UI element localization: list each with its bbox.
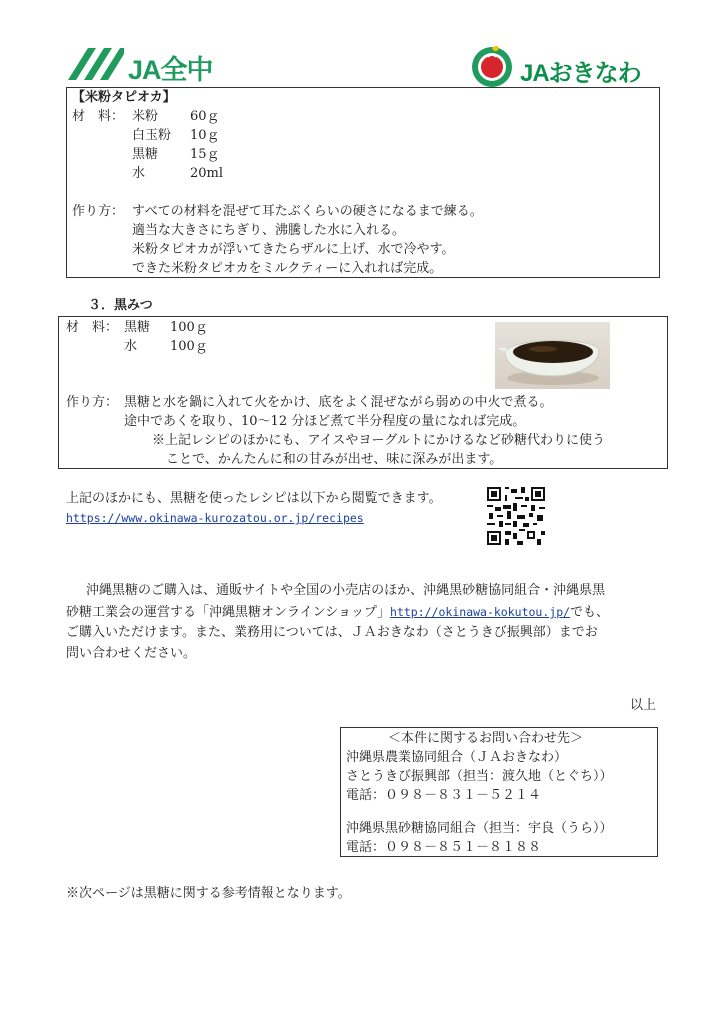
syrup-photo (495, 322, 610, 389)
syrup-ingredients-label: 材 料： (66, 320, 119, 335)
online-shop-link[interactable]: http://okinawa-kokutou.jp/ (390, 605, 571, 619)
contact-phone-1: 電話：０９８－８３１－５２１４ (346, 788, 542, 803)
ja-zenchu-mark-icon (68, 46, 124, 82)
purchase-line-3: ご購入いただけます。また、業務用については、ＪＡおきなわ（さとうきび振興部）までお (66, 625, 598, 640)
purchase-line-2-suffix: でも、 (570, 605, 610, 620)
tapioca-ingredient-name: 黒糖 (132, 147, 159, 162)
syrup-ingredient-name: 黒糖 (124, 320, 151, 335)
ja-zenchu-logo (68, 44, 218, 84)
syrup-ingredient-amount: 100ｇ (170, 339, 208, 354)
qr-code-icon[interactable] (487, 487, 545, 545)
purchase-line-2 (66, 603, 609, 622)
syrup-step: 黒糖と水を鍋に入れて火をかけ、底をよく混ぜながら弱めの中火で煮る。 (124, 395, 553, 410)
ja-okinawa-logo (470, 44, 662, 88)
syrup-ingredient-name: 水 (124, 339, 138, 354)
syrup-step: ことで、かんたんに和の甘みが出せ、味に深みが出ます。 (166, 452, 503, 467)
syrup-step: 途中であくを取り、10～12 分ほど煮て半分程度の量になれば完成。 (124, 414, 526, 429)
closing-text: 以上 (630, 698, 657, 713)
tapioca-ingredient-amount: 10ｇ (190, 128, 220, 143)
tapioca-method-label: 作り方： (72, 204, 125, 219)
syrup-bowl-image (495, 322, 610, 389)
ja-okinawa-mark-icon (470, 44, 514, 88)
purchase-line-1: 沖縄黒糖のご購入は、通販サイトや全国の小売店のほか、沖縄黒砂糖協同組合・沖縄県黒 (86, 583, 606, 598)
tapioca-ingredient-amount: 20ml (190, 166, 224, 181)
syrup-step: ※上記レシピのほかにも、アイスやヨーグルトにかけるなど砂糖代わりに使う (152, 433, 605, 448)
tapioca-step: すべての材料を混ぜて耳たぶくらいの硬さになるまで練る。 (132, 204, 483, 219)
tapioca-ingredient-amount: 60ｇ (190, 109, 220, 124)
footer-note: ※次ページは黒糖に関する参考情報となります。 (66, 886, 351, 901)
tapioca-ingredient-name: 米粉 (132, 109, 159, 124)
tapioca-ingredient-name: 白玉粉 (132, 128, 172, 143)
contact-title: ＜本件に関するお問い合わせ先＞ (388, 731, 584, 746)
syrup-ingredient-amount: 100ｇ (170, 320, 208, 335)
syrup-method-label: 作り方： (66, 395, 119, 410)
purchase-line-2-text: 砂糖工業会の運営する「沖縄黒糖オンラインショップ」 (66, 605, 391, 620)
tapioca-step: できた米粉タピオカをミルクティーに入れれば完成。 (132, 261, 443, 276)
tapioca-ingredients-label: 材 料： (72, 109, 125, 124)
contact-phone-2: 電話：０９８－８５１－８１８８ (346, 840, 542, 855)
tapioca-step: 米粉タピオカが浮いてきたらザルに上げ、水で冷やす。 (132, 242, 455, 257)
tapioca-ingredient-name: 水 (132, 166, 146, 181)
syrup-heading: ３．黒みつ (88, 298, 153, 313)
contact-line: 沖縄県黒砂糖協同組合（担当：宇良（うら）） (346, 821, 613, 836)
recipes-note: 上記のほかにも、黒糖を使ったレシピは以下から閲覧できます。 (66, 491, 442, 506)
ja-zenchu-logo-text: JA全中 (128, 55, 213, 85)
contact-line: 沖縄県農業協同組合（ＪＡおきなわ） (346, 750, 568, 765)
tapioca-step: 適当な大きさにちぎり、沸騰した水に入れる。 (132, 223, 406, 238)
tapioca-ingredient-amount: 15ｇ (190, 147, 220, 162)
ja-okinawa-logo-text: JAおきなわ (520, 60, 641, 87)
purchase-line-4: 問い合わせください。 (66, 646, 197, 661)
tapioca-title: 【米粉タピオカ】 (72, 90, 176, 105)
contact-line: さとうきび振興部（担当：渡久地（とぐち）） (346, 769, 613, 784)
recipes-link[interactable]: https://www.okinawa-kurozatou.or.jp/recipes (66, 511, 364, 525)
